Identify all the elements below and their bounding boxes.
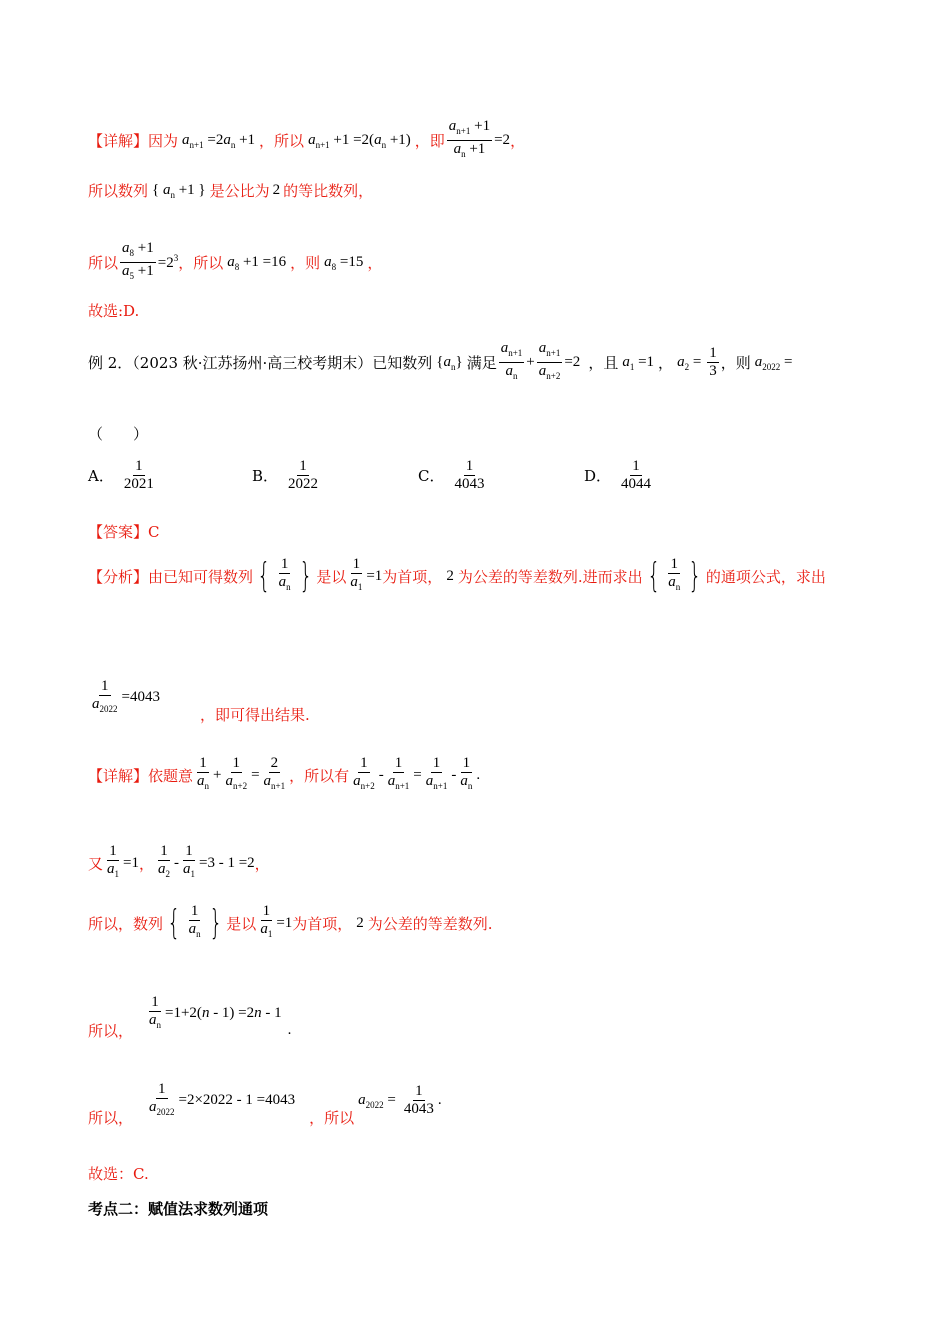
choice-c[interactable]: C． $\frac{1}{4043}$ [418,458,485,492]
detail2-line1: 【详解】 依题意 $\frac{1}{a_n}$ + $\frac{1}{a_{n+2}}$ = $\frac{2}{a_{n+1}}$ ，所以有 $\frac{1}{a_{n+2}}$ - $\frac{1}{a_{n+1}}$ = $\frac{1}{a_{n+1}}$ - $\frac{1}{a_n}$ . [88,755,481,791]
analysis-line1: 【分析】 由已知可得数列 { $\frac{1}{a_n}$ } 是以 $\frac{1}{a_1}$ =1 为首项， 2 为公差的等差数列.进而求出 { $\frac{1}{a_n}$ } 的通项公式，求出 [88,556,826,596]
section-heading: 考点二：赋值法求数列通项 [88,1200,269,1218]
ratio-fraction: $\frac{a_{n+1} +1}{a_n +1}$ [448,118,491,159]
example2-paren: （ ） [88,425,149,443]
choice-a[interactable]: A． $\frac{1}{2021}$ [88,458,154,492]
choice-b[interactable]: B． $\frac{1}{2022}$ [252,458,319,492]
example2-stem: 例 2．（2023 秋·江苏扬州·高三校考期末）已知数列 $\{a_n\}$ 满足 $\frac{a_{n+1}}{a_n}$ + $\frac{a_{n+1}}{a_{n+2}}$ =2 ，且 $a_1 =1$ ， $a_2$ = $\frac{1}{3}$ ，则 $a_{2022}$ = [88,340,793,381]
recurrence-formula: $a_{n+1} =2a_n +1$ [182,131,256,150]
detail2-line3: 所以，数列 { $\frac{1}{a_n}$ } 是以 $\frac{1}{a_1}$ =1 为首项， 2 为公差的等差数列. [88,903,493,943]
detail2-line5: 所以， $\frac{1}{a_{2022}}$ =2×2022 - 1 =4043 ，所以 $a_{2022}$ = $\frac{1}{4043}$ . [88,1080,442,1127]
detail-label: 【详解】 [88,132,149,150]
detail2-answer: 故选：C. [88,1165,149,1183]
analysis-line2: $\frac{1}{a_{2022}}$ =4043 ，即可得出结果. [92,677,310,724]
detail1-line1: 【详解】 因为 $a_{n+1} =2a_n +1$ ，所以 $a_{n+1} +1 =2(a_n +1)$ ，即 $\frac{a_{n+1} +1}{a_n +1}$ =2 ， [88,118,525,163]
detail1-line3: 所以 $\frac{a_8 +1}{a_5 +1}$ $=2^3$ ，所以 $a_8 +1 =16$ ，则 $a_8 =15$ ， [88,240,383,281]
answer2: 【答案】 C [88,522,160,541]
sequence-set: { $a_n +1$ } [152,181,206,200]
shifted-formula: $a_{n+1} +1 =2(a_n +1)$ [308,131,411,150]
choice-d[interactable]: D． $\frac{1}{4044}$ [584,458,652,492]
detail1-answer: 故选:D. [88,302,140,320]
detail2-line4: 所以， $\frac{1}{a_n}$ =1+2(n - 1) =2n - 1 . [88,993,292,1040]
detail2-line2: 又 $\frac{1}{a_1}$ =1 ， $\frac{1}{a_2}$ - $\frac{1}{a_1}$ =3 - 1 =2 ， [88,843,270,879]
detail1-line2: 所以数列 { $a_n +1$ } 是公比为 2 的等比数列， [88,181,374,200]
